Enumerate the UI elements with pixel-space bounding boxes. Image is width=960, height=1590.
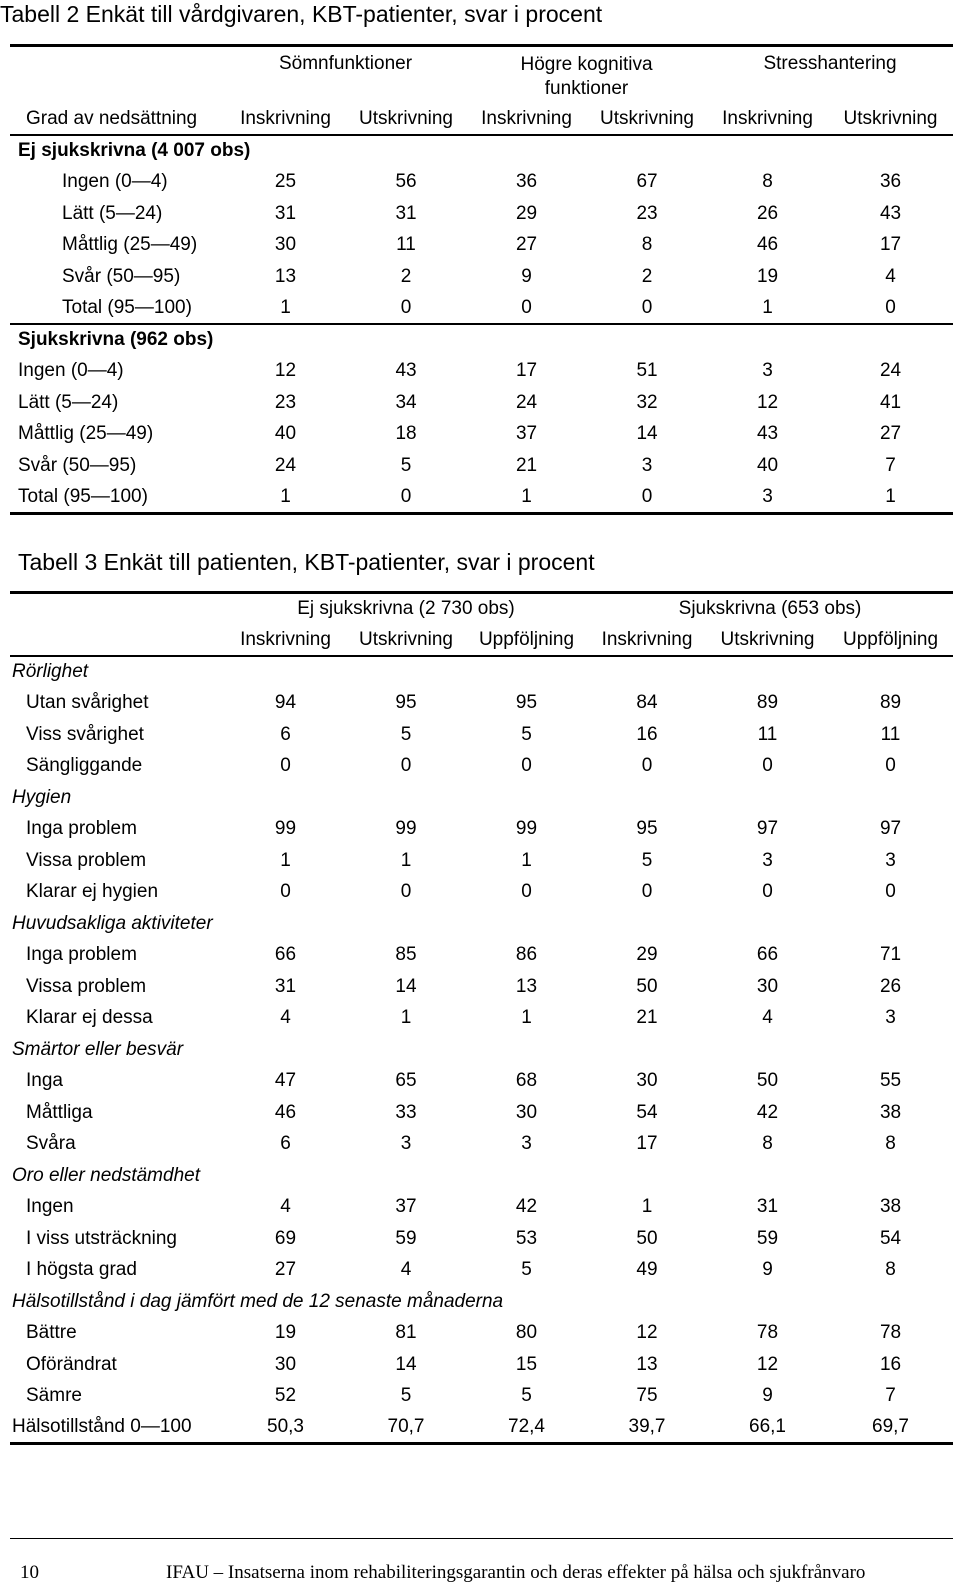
table2-cell: 8 [762, 171, 773, 193]
table3-row-label: Oförändrat [26, 1353, 117, 1375]
table3-row [10, 971, 953, 1003]
table2-column-header-cell: Utskrivning [600, 107, 694, 129]
table2-cell: 2 [400, 265, 412, 287]
table3-cell: 54 [636, 1101, 658, 1123]
table3-row-label: Inga problem [26, 818, 137, 840]
table3-row-label: Sämre [26, 1385, 82, 1407]
table2-cell: 1 [521, 485, 532, 507]
table3-cell: 37 [395, 1196, 417, 1218]
table3-cell: 66 [274, 944, 297, 966]
table2-cell: 43 [756, 423, 779, 445]
table2-section-heading [10, 135, 953, 167]
table3-cell: 68 [515, 1070, 538, 1092]
table3-cell: 39,7 [628, 1416, 666, 1437]
table3-cell: 1 [521, 849, 532, 871]
table2-cell: 31 [395, 202, 417, 224]
table3-cell: 31 [756, 1196, 779, 1218]
table3-cell: 5 [400, 1385, 412, 1407]
table3-cell: 30 [274, 1353, 297, 1375]
table2-cell: 25 [274, 171, 297, 193]
table3-row [10, 688, 953, 720]
table3-cell: 7 [885, 1385, 896, 1407]
table3-section-heading [10, 908, 953, 940]
table2-cell: 21 [515, 454, 538, 476]
table3-cell: 1 [400, 1007, 412, 1029]
table3-cell: 69,7 [872, 1416, 909, 1437]
table3-row [10, 814, 953, 846]
table2-cell: 46 [756, 234, 779, 256]
table3-cell: 33 [395, 1101, 417, 1123]
table3-column-header [10, 625, 953, 657]
table2-row [10, 356, 953, 388]
table3-section-heading-cell: Hygien [12, 786, 72, 808]
table3-cell: 11 [880, 723, 901, 745]
table2-row-label: Lätt (5—24) [62, 202, 163, 224]
table3-cell: 0 [885, 755, 896, 777]
table3-row-label: Vissa problem [26, 975, 147, 997]
table3-group-header-cell: Sjukskrivna (653 obs) [678, 598, 862, 620]
table2-cell: 11 [396, 234, 416, 256]
table3-cell: 52 [274, 1385, 297, 1407]
table3-cell: 0 [400, 881, 412, 903]
table3-cell: 3 [762, 849, 773, 871]
table2-cell: 40 [756, 454, 779, 476]
table3-cell: 70,7 [387, 1416, 425, 1437]
table2-cell: 13 [274, 265, 297, 287]
table3-cell: 69 [274, 1227, 297, 1249]
table3-group-header-cell: Ej sjukskrivna (2 730 obs) [297, 598, 515, 620]
table3-cell: 65 [395, 1070, 417, 1092]
table3-cell: 89 [756, 692, 779, 714]
table3-cell: 38 [879, 1196, 902, 1218]
table3-row-label: Vissa problem [26, 849, 147, 871]
table2-cell: 32 [636, 391, 658, 413]
table2-row [10, 450, 953, 482]
table2-cell: 3 [762, 360, 773, 382]
table3-cell: 42 [515, 1196, 538, 1218]
table3-cell: 0 [280, 755, 291, 777]
table2-row-label: Svår (50—95) [18, 454, 137, 476]
table3-cell: 50 [636, 1227, 658, 1249]
table3-cell: 97 [756, 818, 779, 840]
table2-cell: 1 [885, 485, 896, 507]
table3-cell: 19 [274, 1322, 297, 1344]
table2-cell: 31 [274, 202, 297, 224]
table3-cell: 15 [515, 1353, 538, 1375]
table2-cell: 19 [756, 265, 779, 287]
table2-cell: 34 [395, 391, 417, 413]
table2-cell: 9 [521, 265, 532, 287]
table3-final-row [10, 1412, 953, 1444]
table3-column-header-cell: Uppföljning [842, 628, 939, 650]
table3-cell: 66 [756, 944, 779, 966]
table3-cell: 0 [400, 755, 412, 777]
table2-cell: 1 [280, 485, 291, 507]
table3-cell: 6 [280, 1133, 291, 1155]
table3-row [10, 1097, 953, 1129]
table3-row [10, 940, 953, 972]
table3-cell: 50 [756, 1070, 779, 1092]
table2-section-heading [10, 324, 953, 356]
table2-row [10, 293, 953, 325]
table3-row [10, 845, 953, 877]
table3-cell: 0 [885, 881, 896, 903]
table3-cell: 1 [641, 1196, 653, 1218]
table3-cell: 99 [395, 818, 417, 840]
table2-row-label: Total (95—100) [62, 296, 192, 318]
table3-cell: 0 [762, 881, 773, 903]
table3-cell: 12 [756, 1353, 779, 1375]
table2-cell: 67 [636, 171, 658, 193]
table2-cell: 3 [762, 485, 773, 507]
table2-cell: 2 [641, 265, 653, 287]
table3-cell: 42 [756, 1101, 779, 1123]
table3-row [10, 1129, 953, 1161]
table2-cell: 1 [762, 296, 773, 318]
table2-row-label: Ingen (0—4) [62, 171, 168, 193]
table3-column-header-cell: Utskrivning [359, 628, 453, 650]
table3-cell: 30 [756, 975, 779, 997]
table3-cell: 5 [641, 849, 653, 871]
table2-column-header [10, 104, 953, 136]
table2-cell: 8 [641, 234, 653, 256]
table3-section-heading [10, 656, 953, 688]
table2-group-header-cell [466, 46, 707, 104]
table3-row-label: Måttliga [26, 1101, 93, 1123]
table3-cell: 49 [636, 1259, 658, 1281]
table3-cell: 5 [400, 723, 412, 745]
table3-cell: 0 [521, 755, 532, 777]
table2-cell: 43 [395, 360, 417, 382]
table2-cell: 37 [515, 423, 538, 445]
table3-cell: 0 [762, 755, 773, 777]
table3-cell: 1 [280, 849, 291, 871]
table2-cell: 0 [400, 485, 412, 507]
table3-cell: 0 [521, 881, 532, 903]
table2-group-header-line: Högre kognitiva [520, 54, 653, 75]
table3-cell: 16 [636, 723, 658, 745]
table3-cell: 9 [762, 1259, 773, 1281]
table3-cell: 75 [636, 1385, 658, 1407]
table3-group-header [10, 593, 953, 625]
table3-cell: 3 [885, 849, 896, 871]
table2-cell: 0 [400, 296, 412, 318]
table3-row-label: Svåra [26, 1133, 76, 1155]
table3-title: Tabell 3 Enkät till patienten, KBT-patienter, svar i procent [18, 549, 595, 575]
table2-cell: 40 [274, 423, 297, 445]
table2-row [10, 387, 953, 419]
table3-cell: 85 [395, 944, 417, 966]
table3-section-heading-cell: Oro eller nedstämdhet [12, 1164, 200, 1186]
table3-cell: 94 [274, 692, 297, 714]
table3-cell: 99 [274, 818, 297, 840]
table2 [10, 44, 953, 515]
table3-row-header-empty [10, 625, 225, 657]
table3-cell: 72,4 [508, 1416, 545, 1437]
table2-row [10, 482, 953, 514]
table3-cell: 95 [395, 692, 417, 714]
table3-cell: 3 [400, 1133, 412, 1155]
footer-divider [10, 1538, 953, 1539]
table2-corner [10, 46, 225, 104]
table2-row-label: Måttlig (25—49) [18, 423, 154, 445]
table3-cell: 66,1 [749, 1416, 786, 1437]
table2-cell: 41 [879, 391, 902, 413]
table2-row [10, 167, 953, 199]
table3-cell: 11 [757, 723, 778, 745]
footer-text: IFAU – Insatserna inom rehabiliteringsgarantin och deras effekter på hälsa och sjukfrånvaro [166, 1562, 866, 1583]
table2-row [10, 198, 953, 230]
table3-row-label: Inga problem [26, 944, 137, 966]
table3-cell: 4 [280, 1196, 291, 1218]
table2-row-label: Lätt (5—24) [18, 391, 119, 413]
table3-cell: 78 [756, 1322, 779, 1344]
table2-group-header-cell: Sömnfunktioner [278, 53, 413, 74]
table2-cell: 30 [274, 234, 297, 256]
table3-cell: 97 [879, 818, 902, 840]
table3-column-header-cell: Inskrivning [240, 628, 331, 650]
table3-row-label: I högsta grad [26, 1259, 137, 1281]
table3-section-heading-cell: Huvudsakliga aktiviteter [12, 912, 213, 934]
table3-cell: 13 [515, 975, 538, 997]
table3-cell: 21 [636, 1007, 658, 1029]
table3-section-heading-cell: Hälsotillstånd i dag jämfört med de 12 senaste månaderna [12, 1290, 504, 1312]
table3-row-label: Ingen [26, 1196, 74, 1218]
table3-cell: 89 [879, 692, 902, 714]
table2-cell: 18 [395, 423, 417, 445]
table2-cell: 1 [280, 296, 291, 318]
table3-row [10, 719, 953, 751]
table3-cell: 8 [885, 1259, 896, 1281]
table3-cell: 30 [636, 1070, 658, 1092]
table3-row [10, 751, 953, 783]
table3-cell: 4 [400, 1259, 412, 1281]
table2-row-label: Svår (50—95) [62, 265, 181, 287]
table2-cell: 24 [879, 360, 902, 382]
table2-row [10, 230, 953, 262]
table2-section-heading-cell: Sjukskrivna (962 obs) [18, 329, 214, 351]
table3-cell: 53 [515, 1227, 538, 1249]
table3-cell: 8 [885, 1133, 896, 1155]
table3-row-label: Klarar ej dessa [26, 1007, 153, 1029]
table2-row-header: Grad av nedsättning [26, 107, 198, 129]
table2-column-header-cell: Inskrivning [240, 107, 331, 129]
table2-cell: 12 [274, 360, 297, 382]
table3-row [10, 1381, 953, 1413]
table3-cell: 1 [521, 1007, 532, 1029]
table2-column-header-cell: Utskrivning [359, 107, 453, 129]
table2-row-label: Ingen (0—4) [18, 360, 124, 382]
table3-row-label: Bättre [26, 1322, 77, 1344]
table3-cell: 5 [521, 1259, 532, 1281]
table3-cell: 3 [521, 1133, 532, 1155]
table3-cell: 4 [762, 1007, 773, 1029]
table2-cell: 43 [879, 202, 902, 224]
table3-row-label: Inga [26, 1070, 63, 1092]
table2-group-header [10, 46, 953, 104]
table3-cell: 95 [515, 692, 538, 714]
table3-cell: 47 [274, 1070, 297, 1092]
table3-cell: 59 [756, 1227, 779, 1249]
table3-cell: 14 [395, 1353, 417, 1375]
table3-row [10, 877, 953, 909]
table3-cell: 30 [515, 1101, 538, 1123]
table3-cell: 59 [395, 1227, 417, 1249]
table3-cell: 6 [280, 723, 291, 745]
table3-cell: 14 [395, 975, 417, 997]
table2-cell: 24 [274, 454, 297, 476]
table3-row [10, 1066, 953, 1098]
table3-cell: 5 [521, 1385, 532, 1407]
table2-cell: 0 [641, 296, 653, 318]
table3-cell: 1 [400, 849, 412, 871]
table2-row-label: Måttlig (25—49) [62, 234, 198, 256]
table2-column-header-cell: Utskrivning [843, 107, 938, 129]
table3-cell: 31 [274, 975, 297, 997]
table3-cell: 12 [636, 1322, 658, 1344]
table3 [10, 591, 953, 1445]
table3-section-heading [10, 1160, 953, 1192]
table3-cell: 38 [879, 1101, 902, 1123]
table3-row-label: Utan svårighet [26, 692, 149, 714]
table3-row [10, 1192, 953, 1224]
table2-cell: 23 [636, 202, 658, 224]
table3-row-label: Sängliggande [26, 755, 143, 777]
table3-corner [10, 593, 225, 625]
table2-cell: 27 [515, 234, 538, 256]
table3-cell: 54 [879, 1227, 902, 1249]
table3-cell: 50,3 [267, 1416, 304, 1437]
table3-cell: 0 [641, 755, 653, 777]
table2-cell: 14 [636, 423, 658, 445]
table2-cell: 24 [515, 391, 538, 413]
table2-cell: 5 [400, 454, 412, 476]
table3-section-heading [10, 1286, 953, 1318]
table2-cell: 51 [636, 360, 658, 382]
table2-cell: 0 [641, 485, 653, 507]
table3-cell: 27 [274, 1259, 297, 1281]
table2-cell: 23 [274, 391, 297, 413]
table3-column-header-cell: Uppföljning [478, 628, 575, 650]
table3-cell: 29 [636, 944, 658, 966]
table2-row-label: Total (95—100) [18, 485, 148, 507]
table2-cell: 17 [879, 234, 902, 256]
table3-cell: 80 [515, 1322, 538, 1344]
table2-row [10, 419, 953, 451]
table2-cell: 12 [756, 391, 779, 413]
table2-cell: 7 [885, 454, 896, 476]
table3-cell: 71 [879, 944, 902, 966]
table2-section-heading-cell: Ej sjukskrivna (4 007 obs) [18, 140, 251, 162]
table2-cell: 4 [885, 265, 896, 287]
table3-cell: 3 [885, 1007, 896, 1029]
table2-cell: 17 [515, 360, 538, 382]
table3-cell: 0 [641, 881, 653, 903]
table2-row [10, 261, 953, 293]
table3-row-label: Hälsotillstånd 0—100 [12, 1416, 192, 1437]
table2-cell: 3 [641, 454, 653, 476]
table3-column-header-cell: Utskrivning [720, 628, 815, 650]
table3-cell: 9 [762, 1385, 773, 1407]
table2-cell: 36 [879, 171, 902, 193]
table2-cell: 26 [756, 202, 779, 224]
table3-cell: 0 [280, 881, 291, 903]
table3-row-label: Viss svårighet [26, 723, 144, 745]
table3-cell: 4 [280, 1007, 291, 1029]
page-number: 10 [20, 1562, 39, 1583]
table2-cell: 0 [521, 296, 532, 318]
table3-row [10, 1223, 953, 1255]
table2-column-header-cell: Inskrivning [481, 107, 572, 129]
table3-cell: 26 [879, 975, 902, 997]
table3-row-label: I viss utsträckning [26, 1227, 177, 1249]
table2-group-header-line: funktioner [544, 78, 629, 99]
table3-section-heading-cell: Rörlighet [12, 661, 89, 683]
table3-section-heading [10, 782, 953, 814]
table2-cell: 27 [879, 423, 902, 445]
table3-cell: 17 [636, 1133, 658, 1155]
table3-cell: 8 [762, 1133, 773, 1155]
table2-cell: 29 [515, 202, 538, 224]
table3-row [10, 1318, 953, 1350]
table2-group-header-cell: Stresshantering [763, 53, 897, 74]
table3-cell: 84 [636, 692, 658, 714]
table3-cell: 46 [274, 1101, 297, 1123]
table3-cell: 86 [515, 944, 538, 966]
table2-column-header-cell: Inskrivning [722, 107, 813, 129]
table3-cell: 78 [879, 1322, 902, 1344]
table3-column-header-cell: Inskrivning [601, 628, 693, 650]
table3-row [10, 1003, 953, 1035]
table2-cell: 0 [885, 296, 896, 318]
table3-cell: 95 [636, 818, 658, 840]
table3-cell: 16 [879, 1353, 902, 1375]
table3-section-heading [10, 1034, 953, 1066]
table2-cell: 56 [395, 171, 417, 193]
table3-row-label: Klarar ej hygien [26, 881, 159, 903]
table2-title: Tabell 2 Enkät till vårdgivaren, KBT-patienter, svar i procent [0, 1, 603, 27]
table2-cell: 36 [515, 171, 538, 193]
table3-cell: 55 [879, 1070, 902, 1092]
table3-cell: 99 [515, 818, 538, 840]
table3-cell: 13 [636, 1353, 658, 1375]
table3-cell: 5 [521, 723, 532, 745]
table3-row [10, 1349, 953, 1381]
table3-cell: 50 [636, 975, 658, 997]
table3-cell: 81 [395, 1322, 417, 1344]
table3-section-heading-cell: Smärtor eller besvär [12, 1038, 184, 1060]
table3-row [10, 1255, 953, 1287]
